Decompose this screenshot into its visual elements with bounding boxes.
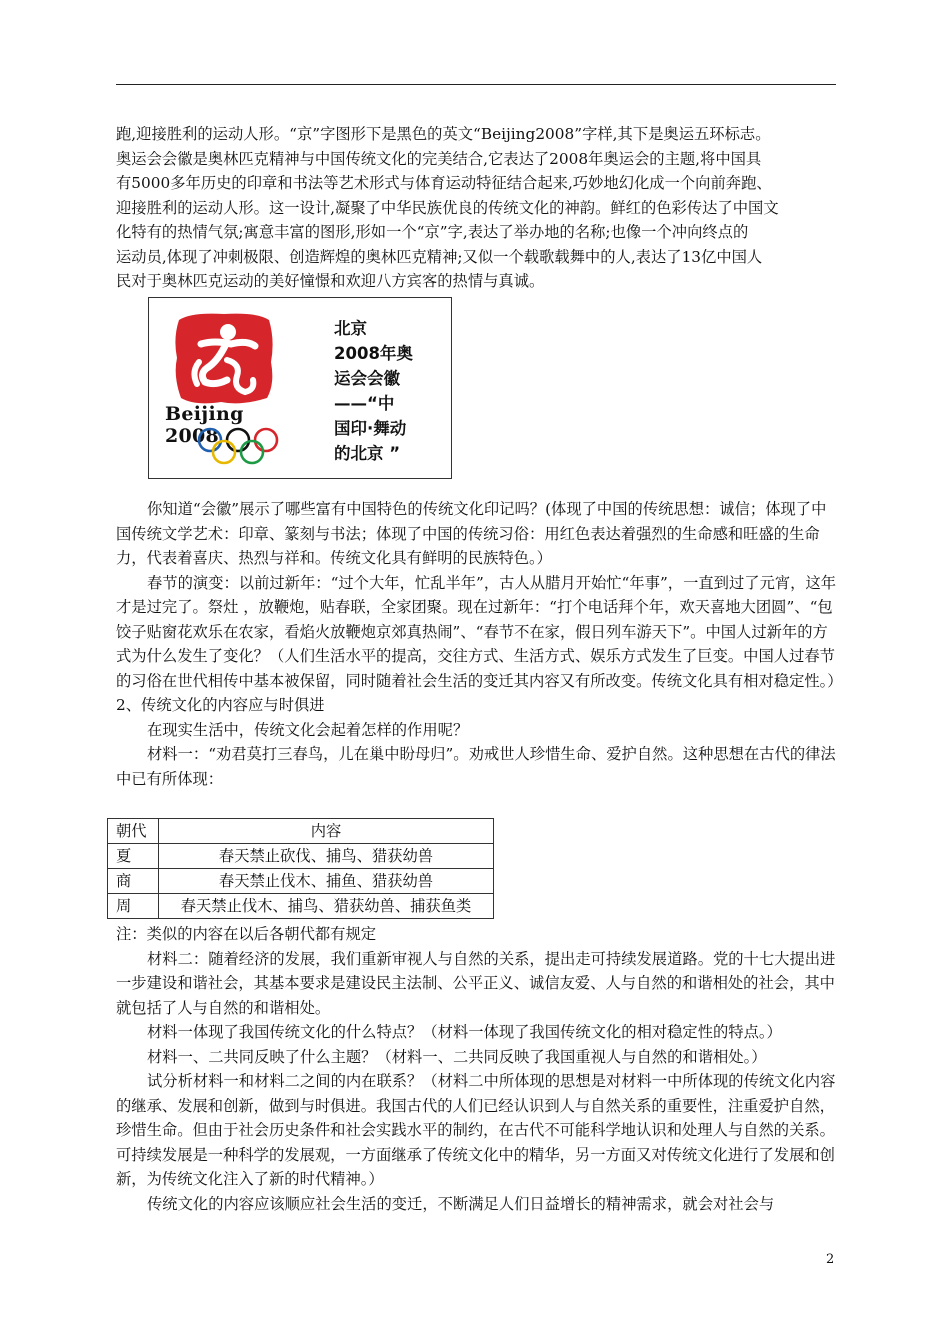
- table-cell: 春天禁止伐木、捕鱼、猎获幼兽: [159, 869, 494, 894]
- intro-paragraph: [116, 122, 838, 294]
- paragraph: 传统文化的内容应该顺应社会生活的变迁，不断满足人们日益增长的精神需求，就会对社会与: [147, 1194, 775, 1213]
- table-header-cell: 朝代: [108, 819, 159, 844]
- header-rule: [116, 84, 836, 85]
- emblem-caption: 北京 2008年奥 运会会徽 ——“中 国印·舞动 的北京 ”: [334, 319, 413, 463]
- table-cell: 夏: [108, 844, 159, 869]
- table-header-cell: 内容: [159, 819, 494, 844]
- olympic-emblem-figure: [148, 297, 452, 479]
- paragraph: 试分析材料一和材料二之间的内在联系？（材料二中所体现的思想是对材料一中所体现的传统文化内容的继承、发展和创新，做到与时俱进。我国古代的人们已经认识到人与自然关系的重要性，注重爱护自然，珍惜生命。但由于社会历史条件和社会实践水平的制约，在古代不可能科学地认识和处理人与自然的关系。可持续发展是一种科学的发展观，一方面继承了传统文化中的精华，另一方面又对传统文化进行了发展和创新，为传统文化注入了新的时代精神。）: [116, 1072, 836, 1188]
- section-b: [116, 922, 838, 1216]
- olympic-emblem-seal-icon: [171, 310, 277, 406]
- table-row: [108, 894, 494, 919]
- text-line: 奥运会会徽是奥林匹克精神与中国传统文化的完美结合,它表达了2008年奥运会的主题,将中国具: [116, 149, 762, 168]
- table-row: [108, 844, 494, 869]
- section-a: [116, 497, 843, 791]
- paragraph: 材料一：“劝君莫打三春鸟，儿在巢中盼母归”。劝戒世人珍惜生命、爱护自然。这种思想在古代的律法中已有所体现：: [116, 745, 836, 788]
- paragraph: 在现实生活中，传统文化会起着怎样的作用呢？: [147, 720, 469, 739]
- text-line: 民对于奥林匹克运动的美好憧憬和欢迎八方宾客的热情与真诚。: [116, 272, 545, 290]
- paragraph: 春节的演变：以前过新年：“过个大年，忙乱半年”，古人从腊月开始忙“年事”，一直到过了元宵，这年才是过完了。祭灶 ，放鞭炮，贴春联，全家团聚。现在过新年：“打个电话拜个年，欢天喜地大团圆”、“包饺子贴窗花欢乐在农家，看焰火放鞭炮京郊真热闹”、“春节不在家，假日列车游天下”。中国人过新年的方式为什么发生了变化？（人们生活水平的提高，交往方式、生活方式、娱乐方式发生了巨变。中国人过春节的习俗在世代相传中基本被保留，同时随着社会生活的变迁其内容又有所改变。传统文化具有相对稳定性。）: [116, 573, 843, 690]
- text-line: 有5000多年历史的印章和书法等艺术形式与体育运动特征结合起来,巧妙地幻化成一个向前奔跑、: [116, 174, 772, 192]
- olympic-rings-icon: [197, 427, 279, 467]
- section-heading: 2、传统文化的内容应与时俱进: [116, 696, 325, 714]
- paragraph: 材料一体现了我国传统文化的什么特点？（材料一体现了我国传统文化的相对稳定性的特点。）: [147, 1023, 782, 1041]
- dynasty-law-table: [107, 818, 494, 919]
- paragraph: 你知道“会徽”展示了哪些富有中国特色的传统文化印记吗？(体现了中国的传统思想：诚信；体现了中国传统文学艺术：印章、篆刻与书法；体现了中国的传统习俗：用红色表达着强烈的生命感和旺盛的生命力，代表着喜庆、热烈与祥和。传统文化具有鲜明的民族特色。）: [116, 500, 827, 567]
- page-number: 2: [826, 1252, 835, 1267]
- text-line: 运动员,体现了冲刺极限、创造辉煌的奥林匹克精神;又似一个载歌载舞中的人,表达了13亿中国人: [116, 247, 763, 266]
- table-cell: 周: [108, 894, 159, 919]
- text-line: 化特有的热情气氛;寓意丰富的图形,形如一个“京”字,表达了举办地的名称;也像一个冲向终点的: [116, 223, 749, 241]
- text-line: 跑,迎接胜利的运动人形。“京”字图形下是黑色的英文“Beijing2008”字样,其下是奥运五环标志。: [116, 125, 771, 143]
- emblem-wordmark: Beijing 2008: [165, 403, 244, 447]
- table-row: [108, 869, 494, 894]
- paragraph: 材料二：随着经济的发展，我们重新审视人与自然的关系，提出走可持续发展道路。党的十七大提出进一步建设和谐社会，其基本要求是建设民主法制、公平正义、诚信友爱、人与自然的和谐相处的社会，其中就包括了人与自然的和谐相处。: [116, 949, 836, 1017]
- text-line: 迎接胜利的运动人形。这一设计,凝聚了中华民族优良的传统文化的神韵。鲜红的色彩传达了中国文: [116, 198, 779, 217]
- table-note: 注：类似的内容在以后各朝代都有规定: [116, 925, 377, 943]
- table-header-row: [108, 819, 494, 844]
- table-cell: 商: [108, 869, 159, 894]
- table-cell: 春天禁止砍伐、捕鸟、猎获幼兽: [159, 844, 494, 869]
- paragraph: 材料一、二共同反映了什么主题？（材料一、二共同反映了我国重视人与自然的和谐相处。）: [147, 1047, 767, 1066]
- table-cell: 春天禁止伐木、捕鸟、猎获幼兽、捕获鱼类: [159, 894, 494, 919]
